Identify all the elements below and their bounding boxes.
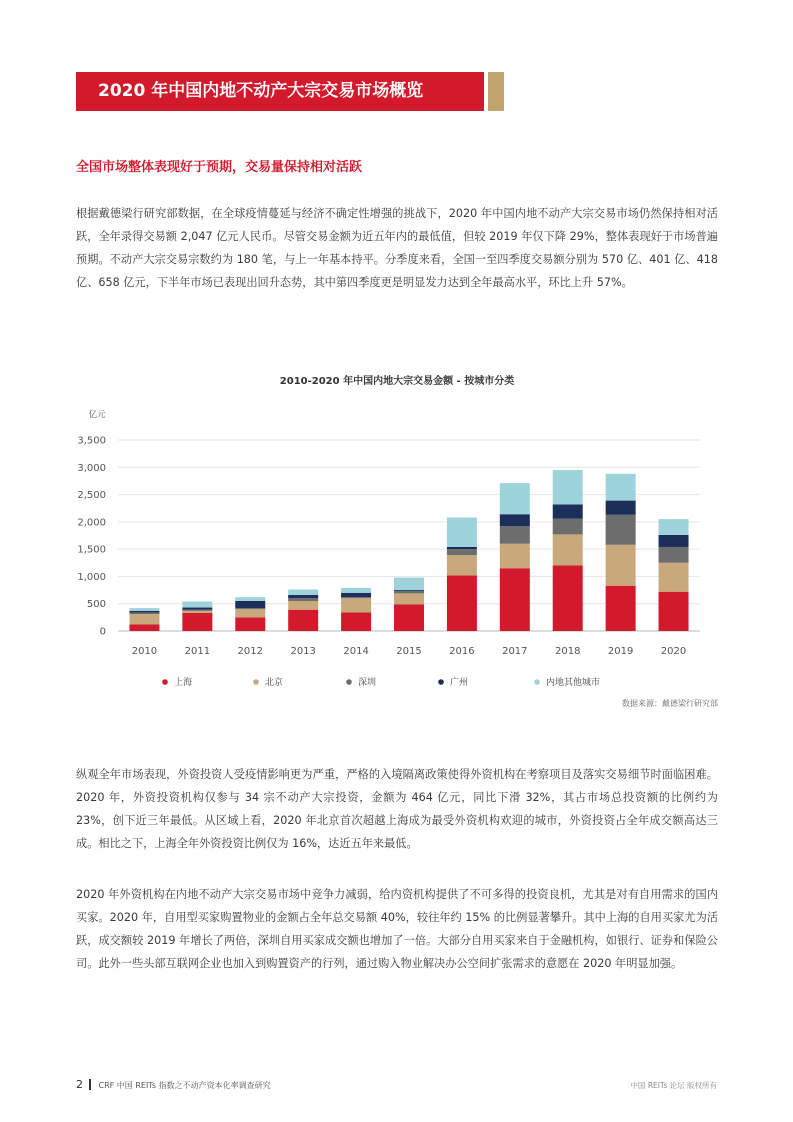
bar-segment bbox=[182, 602, 212, 608]
chart-legend bbox=[162, 676, 600, 688]
bar-segment bbox=[447, 555, 477, 575]
bar-segment bbox=[235, 608, 265, 609]
x-tick-label: 2017 bbox=[502, 646, 528, 657]
bar-segment bbox=[341, 598, 371, 612]
bar-segment bbox=[129, 611, 159, 613]
bar-segment bbox=[553, 470, 583, 504]
legend-swatch bbox=[346, 679, 352, 685]
bar-segment bbox=[288, 601, 318, 610]
legend-label: 广州 bbox=[450, 678, 469, 688]
bar-segment bbox=[606, 515, 636, 545]
legend-swatch bbox=[253, 679, 259, 685]
bar-segment bbox=[288, 590, 318, 595]
legend-swatch bbox=[162, 679, 168, 685]
bar-segment bbox=[659, 535, 689, 547]
bar-segment bbox=[606, 545, 636, 586]
chart-y-ticks bbox=[77, 436, 106, 638]
bar-segment bbox=[129, 614, 159, 624]
stacked-bar-chart bbox=[0, 360, 793, 720]
legend-swatch bbox=[438, 679, 444, 685]
bar-segment bbox=[182, 613, 212, 631]
legend-label: 内地其他城市 bbox=[546, 678, 601, 688]
chart-y-axis-label: 亿元 bbox=[88, 410, 106, 420]
legend-swatch bbox=[534, 679, 540, 685]
footer-left bbox=[76, 1078, 271, 1091]
x-tick-label: 2018 bbox=[555, 646, 581, 657]
bar-segment bbox=[447, 517, 477, 546]
chart-x-ticks bbox=[132, 646, 687, 657]
x-tick-label: 2014 bbox=[343, 646, 369, 657]
bar-segment bbox=[553, 504, 583, 518]
x-tick-label: 2016 bbox=[449, 646, 475, 657]
bar-segment bbox=[500, 568, 530, 631]
legend-label: 深圳 bbox=[358, 678, 377, 688]
y-tick-label: 0 bbox=[99, 626, 106, 638]
section-heading: 全国市场整体表现好于预期，交易量保持相对活跃 bbox=[76, 160, 363, 175]
bar-segment bbox=[553, 534, 583, 565]
bar-segment bbox=[288, 610, 318, 631]
x-tick-label: 2012 bbox=[237, 646, 263, 657]
y-tick-label: 3,500 bbox=[77, 435, 106, 447]
y-tick-label: 2,000 bbox=[77, 517, 106, 529]
bar-segment bbox=[288, 598, 318, 601]
report-title: CRF 中国 REITs 指数之不动产资本化率调查研究 bbox=[98, 1081, 271, 1090]
x-tick-label: 2015 bbox=[396, 646, 422, 657]
y-tick-label: 1,500 bbox=[77, 544, 106, 556]
bar-segment bbox=[447, 575, 477, 631]
paragraph-market-overview: 根据戴德梁行研究部数据，在全球疫情蔓延与经济不确定性增强的挑战下，2020 年中国内地不动产大宗交易市场仍然保持相对活跃，全年录得交易额 2,047 亿元人民币。尽管交易金额为近五年内的最低值，但较 2019 年仅下降 29%，整体表现好于市场普遍预期。不动产大宗交易宗数约为 180 笔，与上一年基本持平。分季度来看，全国一至四季度交易额分别为 570 亿、401 亿、418 亿、658 亿元，下半年市场已表现出回升态势，其中第四季度更是明显发力达到全年最高水平，环比上升 57%。 bbox=[76, 207, 718, 289]
x-tick-label: 2019 bbox=[607, 646, 634, 657]
bar-segment bbox=[129, 624, 159, 631]
bar-segment bbox=[394, 590, 424, 591]
bar-segment bbox=[235, 617, 265, 631]
chart-title: 2010-2020 年中国内地大宗交易金额 - 按城市分类 bbox=[279, 376, 515, 387]
x-tick-label: 2020 bbox=[660, 646, 687, 657]
bar-segment bbox=[288, 595, 318, 598]
bar-segment bbox=[341, 593, 371, 597]
y-tick-label: 2,500 bbox=[77, 490, 106, 502]
bar-segment bbox=[447, 547, 477, 549]
bar-segment bbox=[606, 501, 636, 515]
footer-separator bbox=[89, 1079, 91, 1090]
x-tick-label: 2011 bbox=[184, 646, 211, 657]
bar-segment bbox=[235, 597, 265, 601]
bar-segment bbox=[129, 612, 159, 614]
bar-segment bbox=[659, 592, 689, 631]
bar-segment bbox=[394, 591, 424, 593]
x-tick-label: 2013 bbox=[290, 646, 316, 657]
page-title: 2020 年中国内地不动产大宗交易市场概览 bbox=[76, 72, 484, 111]
bar-segment bbox=[659, 563, 689, 592]
chart-source: 数据来源：戴德梁行研究部 bbox=[622, 699, 718, 708]
bar-segment bbox=[341, 588, 371, 593]
bar-segment bbox=[606, 474, 636, 501]
page-number: 2 bbox=[76, 1078, 83, 1091]
footer-copyright: 中国 REITs 论坛 版权所有 bbox=[630, 1081, 717, 1090]
bar-segment bbox=[394, 578, 424, 591]
bar-segment bbox=[659, 519, 689, 535]
bar-segment bbox=[659, 547, 689, 563]
bar-segment bbox=[341, 597, 371, 598]
bar-segment bbox=[606, 586, 636, 631]
bar-segment bbox=[235, 601, 265, 608]
bar-segment bbox=[500, 544, 530, 569]
bar-segment bbox=[129, 608, 159, 611]
bar-segment bbox=[341, 612, 371, 631]
bar-segment bbox=[500, 514, 530, 526]
title-accent-block bbox=[488, 72, 504, 111]
bar-segment bbox=[500, 526, 530, 543]
bar-segment bbox=[235, 609, 265, 617]
bar-segment bbox=[182, 610, 212, 611]
bar-segment bbox=[553, 519, 583, 535]
bar-segment bbox=[500, 483, 530, 514]
bar-segment bbox=[182, 608, 212, 610]
paragraph-domestic-buyers: 2020 年外资机构在内地不动产大宗交易市场中竞争力减弱，给内资机构提供了不可多得的投资良机，尤其是对有自用需求的国内买家。2020 年，自用型买家购置物业的金额占全年总交易额 40%，较往年约 15% 的比例显著攀升。其中上海的自用买家尤为活跃，成交额较 2019 年增长了两倍，深圳自用买家成交额也增加了一倍。大部分自用买家来自于金融机构，如银行、证券和保险公司。此外一些头部互联网企业也加入到购置资产的行列，通过购入物业解决办公空间扩张需求的意愿在 2020 年明显加强。 bbox=[76, 888, 718, 970]
bar-segment bbox=[394, 593, 424, 604]
bar-segment bbox=[447, 549, 477, 555]
paragraph-foreign-investment: 纵观全年市场表现，外资投资人受疫情影响更为严重，严格的入境隔离政策使得外资机构在考察项目及落实交易细节时面临困难。2020 年，外资投资机构仅参与 34 宗不动产大宗投资，金额为 464 亿元，同比下滑 32%，其占市场总投资额的比例约为 23%，创下近三年最低。从区域上看，2020 年北京首次超越上海成为最受外资机构欢迎的城市，外资投资占全年成交额高达三成。相比之下，上海全年外资投资比例仅为 16%，达近五年来最低。 bbox=[76, 768, 718, 850]
legend-label: 北京 bbox=[265, 678, 284, 688]
bar-segment bbox=[394, 604, 424, 631]
y-tick-label: 3,000 bbox=[77, 462, 106, 474]
bar-segment bbox=[182, 611, 212, 613]
legend-label: 上海 bbox=[174, 678, 193, 688]
y-tick-label: 500 bbox=[86, 599, 106, 611]
bar-segment bbox=[553, 566, 583, 631]
x-tick-label: 2010 bbox=[131, 646, 158, 657]
y-tick-label: 1,000 bbox=[77, 571, 106, 583]
